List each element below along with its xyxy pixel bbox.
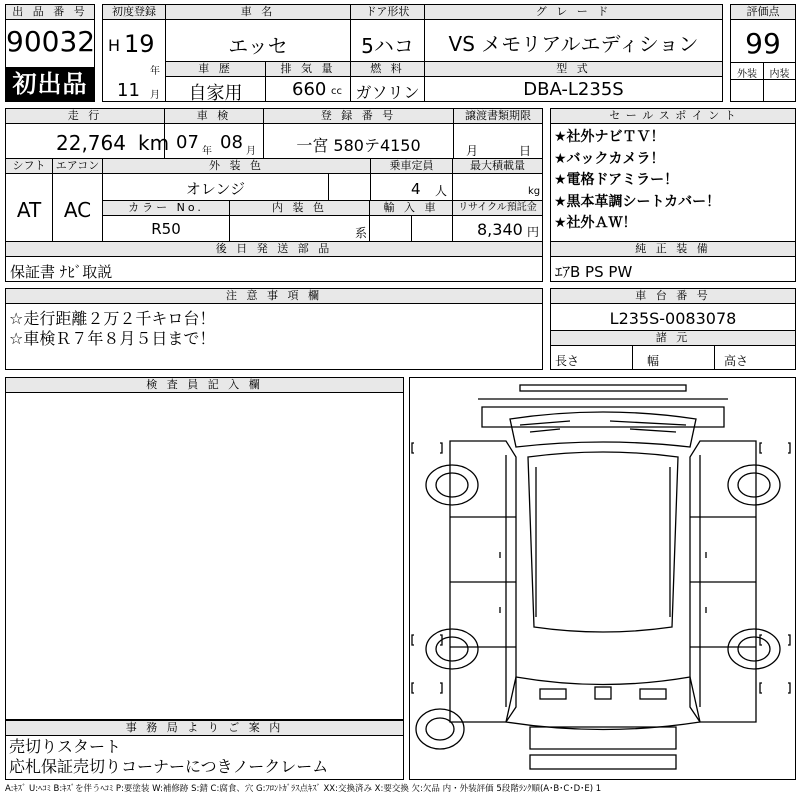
displacement: 660	[292, 79, 327, 100]
shift: AT	[16, 198, 42, 222]
lot-number-box	[5, 4, 95, 102]
capacity-label: 乗車定員	[371, 159, 452, 174]
inspection-year-unit: 年	[202, 146, 212, 157]
fuel: ガソリン	[355, 83, 420, 102]
car-name-label: 車 名	[166, 5, 350, 20]
fuel-label: 燃 料	[351, 62, 424, 77]
sales-points-list	[554, 127, 720, 235]
equipment-box	[550, 241, 796, 282]
later-parts-label: 後 日 発 送 部 品	[6, 242, 542, 257]
exterior-color-label: 外 装 色	[103, 159, 370, 174]
ac-label: エアコン	[53, 159, 102, 174]
sales-point-item: ★社外ナビＴＶ！	[554, 129, 665, 145]
import-label: 輸 入 車	[370, 201, 452, 216]
history: 自家用	[188, 83, 243, 104]
sales-point-item: ★バックカメラ！	[554, 150, 665, 167]
score-label: 評価点	[731, 5, 795, 20]
notes-label: 注 意 事 項 欄	[6, 289, 542, 304]
month-unit: 月	[150, 90, 160, 101]
lot-number-label: 出 品 番 号	[6, 5, 94, 20]
notes-lines	[9, 309, 215, 349]
sales-point-item: ★電格ドアミラー！	[554, 172, 679, 188]
car-damage-diagram	[410, 377, 796, 779]
height-label: 高さ	[724, 354, 749, 368]
sales-point-item: ★社外ＡＷ！	[554, 215, 637, 231]
year-unit: 年	[150, 66, 160, 77]
model-label: 型 式	[425, 62, 722, 77]
inspection-year: 07	[176, 132, 199, 153]
first-listing-badge: 初出品	[6, 67, 94, 101]
displacement-label: 排 気 量	[266, 62, 350, 77]
inspection-month-unit: 月	[246, 146, 256, 157]
chassis-number: L235S-0083078	[609, 309, 737, 328]
later-parts-box	[5, 241, 543, 282]
exterior-score-label: 外装	[737, 69, 757, 80]
grade: VS メモリアルエディション	[448, 32, 699, 56]
history-label: 車 歴	[166, 62, 265, 77]
era: H	[108, 36, 121, 55]
length-label: 長さ	[555, 354, 580, 368]
office-line: 応札保証売切りコーナーにつきノークレーム	[9, 757, 329, 776]
office-box	[5, 720, 404, 780]
inspector-label: 検 査 員 記 入 欄	[6, 378, 403, 393]
first-reg-year: 19	[124, 30, 155, 58]
inspector-box	[5, 377, 404, 720]
transfer-day-unit: 日	[519, 144, 532, 158]
car-name: エッセ	[228, 34, 288, 58]
recycle-unit: 円	[527, 225, 540, 239]
office-lines	[9, 737, 328, 777]
chassis-box	[550, 288, 796, 370]
first-reg-month: 11	[117, 80, 140, 101]
sales-points-box	[550, 108, 796, 242]
door-label: ドア形状	[351, 5, 424, 20]
load-unit: kg	[528, 186, 541, 197]
mileage: 22,764	[56, 131, 126, 155]
legend-footer: A:ｷｽﾞ U:ﾍｺﾐ B:ｷｽﾞを伴うﾍｺﾐ P:要塗装 W:補修跡 S:錆 C:腐食、穴 G:ﾌﾛﾝﾄｶﾞﾗｽ点ｷｽﾞ XX:交換済み X:要交換 欠:欠品 内・外装評価 5段階ﾗﾝｸ順(A･B･C･D･E) 1	[5, 784, 602, 794]
width-label: 幅	[647, 354, 660, 368]
capacity: 4	[411, 180, 421, 198]
displacement-unit: cc	[331, 86, 342, 97]
score-box	[730, 4, 796, 102]
model: DBA-L235S	[523, 79, 624, 100]
inspection-label: 車 検	[165, 109, 263, 124]
interior-color-unit: 系	[355, 226, 368, 240]
score: 99	[745, 27, 781, 60]
door-type: 5ハコ	[361, 34, 414, 58]
lot-number: 90032	[6, 25, 96, 58]
office-label: 事 務 局 よ り ご 案 内	[6, 721, 403, 736]
load-label: 最大積載量	[453, 159, 542, 174]
equipment-label: 純 正 装 備	[551, 242, 795, 257]
mileage-label: 走 行	[6, 109, 164, 124]
color-number: R50	[151, 220, 181, 238]
note-line: ☆車検Ｒ７年８月５日まで！	[9, 329, 216, 348]
air-conditioner: AC	[63, 198, 92, 222]
office-line: 売切りスタート	[9, 737, 122, 756]
interior-score-label: 内装	[769, 69, 790, 80]
later-parts-value: 保証書 ﾅﾋﾞ取説	[10, 263, 113, 281]
exterior-color: オレンジ	[185, 180, 246, 198]
equipment-value: ｴｱB PS PW	[555, 263, 633, 281]
dimensions-label: 諸 元	[551, 330, 795, 346]
plate-label: 登 録 番 号	[264, 109, 453, 124]
transfer-label: 譲渡書類期限	[454, 109, 542, 124]
mileage-unit: km	[138, 131, 170, 155]
chassis-label: 車 台 番 号	[551, 289, 795, 304]
note-line: ☆走行距離２万２千キロ台！	[9, 309, 216, 328]
transfer-month-unit: 月	[466, 144, 479, 158]
first-reg-label: 初度登録	[103, 5, 165, 20]
capacity-unit: 人	[435, 184, 448, 198]
shift-label: シフト	[6, 159, 52, 174]
sales-points-label: セ ー ル ス ポ イ ン ト	[551, 109, 795, 124]
grade-label: グ レ ー ド	[425, 5, 722, 20]
color-no-label: カラー No.	[103, 201, 229, 216]
recycle-fee: 8,340	[477, 220, 523, 239]
inspection-month: 08	[220, 132, 243, 153]
sales-point-item: ★黒本革調シートカバー！	[554, 193, 721, 210]
recycle-label: リサイクル預託金	[453, 201, 542, 216]
interior-color-label: 内 装 色	[230, 201, 369, 216]
notes-box	[5, 288, 543, 370]
plate-number: 一宮 580テ4150	[296, 136, 421, 155]
